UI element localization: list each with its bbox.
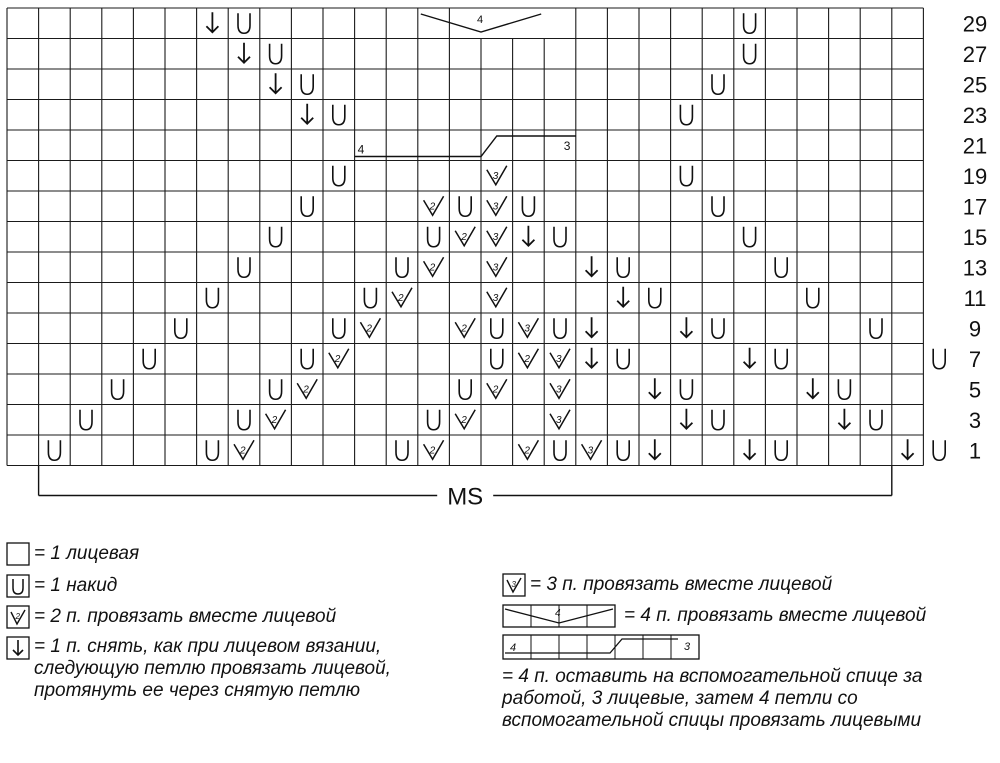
slip-stitch-icon	[744, 348, 756, 368]
slip-stitch-icon	[206, 12, 218, 32]
k2tog-icon-label: 2	[303, 384, 309, 396]
yarn-over-icon	[396, 440, 408, 460]
yarn-over-icon	[712, 318, 724, 338]
yarn-over-icon	[333, 166, 345, 186]
yarn-over-icon	[428, 410, 440, 430]
row-number-label: 27	[962, 41, 988, 67]
k4tog-icon	[502, 604, 618, 628]
yarn-over-icon	[333, 318, 345, 338]
legend-item-k3tog	[502, 572, 992, 598]
yarn-over-icon	[270, 227, 282, 247]
legend-knit-text: = 1 лицевая	[34, 543, 140, 564]
knit-stitch-icon	[6, 542, 30, 566]
k2tog-icon-label: 2	[461, 323, 467, 335]
yarn-over-icon	[617, 440, 629, 460]
yarn-over-icon	[712, 74, 724, 94]
row-number-label: 25	[962, 72, 988, 98]
row-number-label: 3	[968, 407, 982, 433]
yarn-over-icon	[48, 440, 60, 460]
slip-stitch-icon	[649, 439, 661, 459]
yarn-over-icon	[933, 440, 945, 460]
yarn-over-icon	[175, 318, 187, 338]
yarn-over-icon	[680, 379, 692, 399]
k2tog-icon-label: 2	[240, 445, 246, 457]
row-number-label: 7	[968, 346, 982, 372]
k3tog-icon-label: 3	[492, 201, 499, 213]
slip-stitch-icon	[586, 348, 598, 368]
k2tog-icon-label: 2	[524, 353, 530, 365]
k2tog-icon-label: 2	[334, 353, 341, 365]
k3tog-icon-label: 3	[492, 262, 499, 274]
k2tog-icon-label: 2	[461, 231, 467, 243]
yarn-over-icon	[649, 288, 661, 308]
k3tog-icon-label: 3	[556, 353, 562, 365]
k2tog-icon	[6, 605, 30, 629]
yarn-over-icon	[270, 379, 282, 399]
yarn-over-icon	[396, 257, 408, 277]
legend-left	[6, 540, 426, 702]
yarn-over-icon	[680, 166, 692, 186]
slip-stitch-icon	[680, 409, 692, 429]
k2tog-icon-label: 2	[524, 445, 530, 457]
legend-right	[502, 572, 992, 732]
legend-item-k2tog	[6, 602, 426, 632]
k2tog-icon-label: 2	[15, 612, 20, 621]
row-number-label: 15	[962, 224, 988, 250]
cable-icon-left-label: 4	[510, 642, 517, 654]
legend-item-k4tog	[502, 600, 992, 632]
legend-k3tog-text: = 3 п. провязать вместе лицевой	[530, 574, 833, 595]
k3tog-icon-label: 3	[492, 170, 499, 182]
slip-knit-pass-icon	[6, 636, 30, 660]
yarn-over-icon	[6, 574, 30, 598]
yarn-over-icon	[206, 288, 218, 308]
slip-stitch-icon	[238, 43, 250, 63]
yarn-over-icon	[491, 318, 503, 338]
k3tog-icon-label: 3	[524, 323, 530, 335]
k2tog-icon-label: 2	[271, 414, 278, 426]
yarn-over-icon	[870, 410, 882, 430]
yarn-over-icon	[680, 105, 692, 125]
yarn-over-icon	[112, 379, 124, 399]
k3tog-icon-label: 3	[587, 445, 594, 457]
slip-stitch-icon	[522, 226, 534, 246]
k4tog-icon-label: 4	[555, 608, 561, 619]
slip-stitch-icon	[270, 73, 282, 93]
row-number-label: 9	[968, 316, 982, 342]
row-number-label: 11	[963, 285, 987, 311]
yarn-over-icon	[301, 74, 313, 94]
yarn-over-icon	[459, 379, 471, 399]
row-number-label: 5	[968, 377, 982, 403]
yarn-over-icon	[554, 440, 566, 460]
yarn-over-icon	[206, 440, 218, 460]
yarn-over-icon	[617, 349, 629, 369]
yarn-over-icon	[775, 257, 787, 277]
yarn-over-icon	[712, 196, 724, 216]
k2tog-icon-label: 2	[429, 201, 436, 213]
legend-item-knit	[6, 540, 426, 568]
cable-left-label: 4	[357, 142, 365, 157]
row-number-label: 21	[962, 133, 988, 159]
row-number-label: 29	[962, 11, 988, 37]
yarn-over-icon	[775, 349, 787, 369]
legend-item-cable-icon	[502, 632, 992, 662]
ms-label: MS	[447, 483, 484, 511]
legend-item-yarn-over	[6, 570, 426, 602]
yarn-over-icon	[522, 196, 534, 216]
k2tog-icon-label: 2	[429, 262, 436, 274]
yarn-over-icon	[838, 379, 850, 399]
cable-right-label: 3	[563, 139, 571, 153]
slip-stitch-icon	[649, 378, 661, 398]
row-number-label: 19	[962, 163, 988, 189]
yarn-over-icon	[712, 410, 724, 430]
yarn-over-icon	[143, 349, 155, 369]
yarn-over-icon	[364, 288, 376, 308]
cable-cross-icon	[502, 634, 702, 660]
legend-ssk-text: = 1 п. снять, как при лицевом вязании, следующую петлю провязать лицевой, протянуть ее через снятую петлю	[34, 636, 391, 701]
yarn-over-icon	[301, 349, 313, 369]
k2tog-icon-label: 2	[398, 292, 404, 304]
yarn-over-icon	[807, 288, 819, 308]
yarn-over-icon	[870, 318, 882, 338]
yarn-over-icon	[744, 44, 756, 64]
legend-k4tog-text: = 4 п. провязать вместе лицевой	[624, 605, 927, 626]
k3tog-icon-label: 3	[492, 231, 499, 243]
row-number-label: 1	[968, 438, 982, 464]
k2tog-icon-label: 2	[366, 323, 372, 335]
k2tog-icon-label: 2	[461, 414, 467, 426]
yarn-over-icon	[775, 440, 787, 460]
slip-stitch-icon	[744, 439, 756, 459]
k4tog-symbol-label: 4	[477, 14, 484, 26]
k2tog-icon-label: 2	[492, 384, 499, 396]
slip-stitch-icon	[680, 317, 692, 337]
yarn-over-icon	[428, 227, 440, 247]
yarn-over-icon	[554, 318, 566, 338]
yarn-over-icon	[238, 257, 250, 277]
k3tog-icon-label: 3	[556, 384, 562, 396]
slip-stitch-icon	[586, 256, 598, 276]
slip-stitch-icon	[838, 409, 850, 429]
cable-icon-right-label: 3	[684, 641, 691, 653]
yarn-over-icon	[617, 257, 629, 277]
cable-cross-symbol	[355, 136, 576, 157]
yarn-over-icon	[491, 349, 503, 369]
yarn-over-icon	[80, 410, 92, 430]
slip-stitch-icon	[301, 104, 313, 124]
yarn-over-icon	[270, 44, 282, 64]
yarn-over-icon	[744, 227, 756, 247]
yarn-over-icon	[554, 227, 566, 247]
row-number-label: 13	[962, 255, 988, 281]
slip-stitch-icon	[617, 287, 629, 307]
slip-stitch-icon	[807, 378, 819, 398]
yarn-over-icon	[301, 196, 313, 216]
k3tog-icon-label: 3	[556, 414, 562, 426]
legend-cable-text: = 4 п. оставить на вспомогательной спице за работой, 3 лицевые, затем 4 петли со вспомогательной спицы провязать лицевыми	[502, 666, 923, 731]
k3tog-icon-label: 3	[511, 580, 516, 589]
legend-item-ssk	[6, 636, 426, 702]
k2tog-icon-label: 2	[429, 445, 436, 457]
legend-k2tog-text: = 2 п. провязать вместе лицевой	[34, 606, 337, 627]
row-number-label: 17	[962, 194, 988, 220]
slip-stitch-icon	[902, 439, 914, 459]
yarn-over-icon	[333, 105, 345, 125]
legend-yarn-over-text: = 1 накид	[34, 575, 118, 596]
row-number-label: 23	[962, 102, 988, 128]
slip-stitch-icon	[586, 317, 598, 337]
yarn-over-icon	[744, 13, 756, 33]
yarn-over-icon	[933, 349, 945, 369]
yarn-over-icon	[238, 410, 250, 430]
k3tog-icon	[502, 573, 526, 597]
k3tog-icon-label: 3	[492, 292, 499, 304]
yarn-over-icon	[459, 196, 471, 216]
yarn-over-icon	[238, 13, 250, 33]
